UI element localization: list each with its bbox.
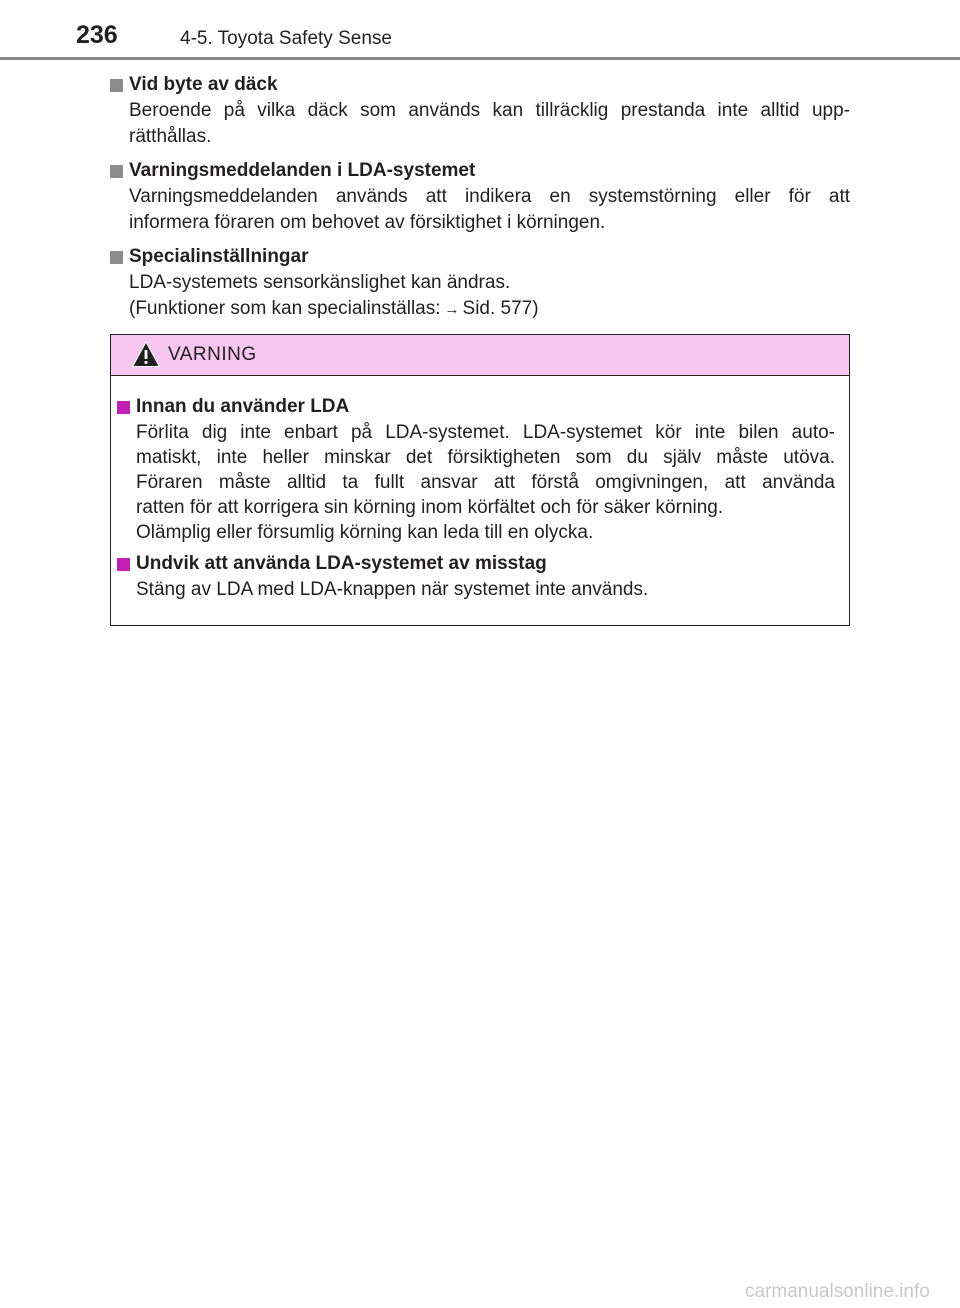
arrow-right-icon: → bbox=[444, 301, 460, 318]
warning-triangle-icon bbox=[131, 340, 161, 368]
topic-heading bbox=[110, 72, 850, 98]
square-bullet-icon bbox=[110, 165, 123, 178]
topic-tire-change bbox=[110, 72, 850, 150]
body-line: Varningsmeddelanden används att indikera en systemstörning eller för att bbox=[129, 186, 850, 207]
topic-body bbox=[129, 184, 850, 236]
warning-topic-before-use bbox=[117, 394, 835, 545]
square-bullet-icon bbox=[117, 401, 130, 414]
topic-heading-text: Vid byte av däck bbox=[129, 74, 278, 95]
topic-heading-text: Specialinställningar bbox=[129, 246, 309, 267]
header-rule bbox=[0, 57, 960, 60]
square-bullet-icon bbox=[110, 251, 123, 264]
topic-heading bbox=[110, 158, 850, 184]
body-line-text: (Funktioner som kan specialinställas: bbox=[129, 298, 441, 319]
warning-topic-heading-text: Innan du använder LDA bbox=[136, 396, 350, 417]
main-content bbox=[110, 72, 850, 331]
body-line: rätthållas. bbox=[129, 126, 212, 147]
topic-body bbox=[129, 270, 850, 323]
body-line: LDA-systemets sensorkänslighet kan ändras. bbox=[129, 272, 511, 293]
body-line: informera föraren om behovet av försiktighet i körningen. bbox=[129, 212, 606, 233]
body-line: Olämplig eller försumlig körning kan leda till en olycka. bbox=[136, 522, 594, 543]
square-bullet-icon bbox=[110, 79, 123, 92]
warning-topic-heading-text: Undvik att använda LDA-systemet av misstag bbox=[136, 553, 547, 574]
warning-content bbox=[111, 376, 849, 602]
section-title: 4-5. Toyota Safety Sense bbox=[180, 28, 392, 49]
topic-heading-text: Varningsmeddelanden i LDA-systemet bbox=[129, 160, 476, 181]
topic-special-settings bbox=[110, 244, 850, 323]
warning-topic-heading bbox=[117, 394, 835, 420]
watermark: carmanualsonline.info bbox=[745, 1281, 930, 1302]
warning-topic-avoid-mistake bbox=[117, 551, 835, 602]
square-bullet-icon bbox=[117, 558, 130, 571]
topic-heading bbox=[110, 244, 850, 270]
body-line: Förlita dig inte enbart på LDA-systemet. LDA-systemet kör inte bilen auto- bbox=[136, 422, 835, 443]
warning-header bbox=[111, 335, 849, 376]
body-line bbox=[129, 296, 850, 323]
body-line: Beroende på vilka däck som används kan tillräcklig prestanda inte alltid upp- bbox=[129, 100, 850, 121]
warning-topic-heading bbox=[117, 551, 835, 577]
page-reference-link[interactable]: Sid. 577) bbox=[462, 298, 539, 319]
body-line: ratten för att korrigera sin körning inom körfältet och för säker körning. bbox=[136, 497, 724, 518]
page-header bbox=[0, 0, 960, 60]
warning-label: VARNING bbox=[168, 344, 257, 365]
topic-body bbox=[129, 98, 850, 150]
warning-topic-body bbox=[136, 577, 835, 602]
warning-box bbox=[110, 334, 850, 626]
topic-warning-messages bbox=[110, 158, 850, 236]
page-number: 236 bbox=[76, 21, 118, 49]
body-line: matiskt, inte heller minskar det försiktigheten som du själv måste utöva. bbox=[136, 447, 835, 468]
warning-topic-body bbox=[136, 420, 835, 545]
body-line: Föraren måste alltid ta fullt ansvar att förstå omgivningen, att använda bbox=[136, 472, 835, 493]
body-line: Stäng av LDA med LDA-knappen när systemet inte används. bbox=[136, 579, 649, 600]
